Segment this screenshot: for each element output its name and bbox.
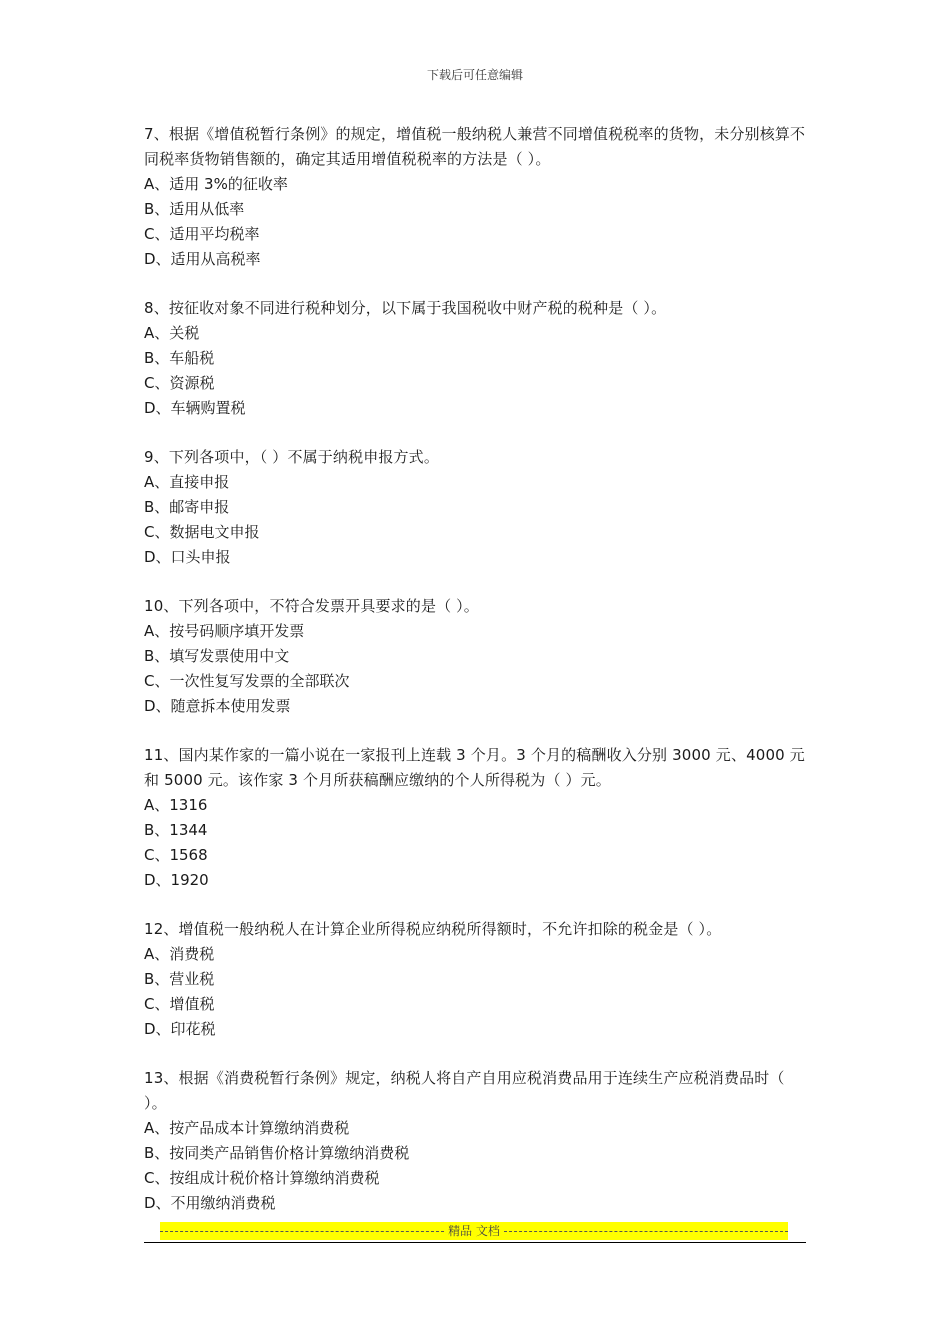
question-10 [144,594,808,719]
option-a: A、按号码顺序填开发票 [144,622,305,640]
footer-dash-left [160,1231,444,1232]
option-c: C、按组成计税价格计算缴纳消费税 [144,1169,380,1187]
option-a: A、消费税 [144,945,215,963]
option-b: B、填写发票使用中文 [144,647,290,665]
footer-dash-right [504,1231,788,1232]
option-c: C、资源税 [144,374,215,392]
option-d: D、车辆购置税 [144,399,246,417]
option-a: A、适用 3%的征收率 [144,175,288,193]
question-stem: 9、下列各项中，（ ）不属于纳税申报方式。 [144,448,439,466]
question-13 [144,1066,808,1216]
question-stem: 10、下列各项中，不符合发票开具要求的是（ ）。 [144,597,479,615]
option-b: B、邮寄申报 [144,498,230,516]
question-stem: 13、根据《消费税暂行条例》规定，纳税人将自产自用应税消费品用于连续生产应税消费品时（ ）。 [144,1069,785,1112]
option-d: D、随意拆本使用发票 [144,697,291,715]
page-header: 下载后可任意编辑 [426,68,523,82]
option-d: D、口头申报 [144,548,231,566]
question-list [144,122,808,1240]
footer-rule [144,1242,806,1243]
footer-banner [160,1222,788,1240]
option-c: C、适用平均税率 [144,225,260,243]
question-stem: 7、根据《增值税暂行条例》的规定，增值税一般纳税人兼营不同增值税税率的货物，未分别核算不同税率货物销售额的，确定其适用增值税税率的方法是（ ）。 [144,125,806,168]
footer-label: 精品 文档 [448,1224,500,1238]
option-d: D、1920 [144,871,209,889]
question-11 [144,743,808,893]
option-a: A、按产品成本计算缴纳消费税 [144,1119,350,1137]
option-d: D、印花税 [144,1020,216,1038]
question-8 [144,296,808,421]
option-b: B、营业税 [144,970,215,988]
option-c: C、数据电文申报 [144,523,260,541]
option-c: C、增值税 [144,995,215,1013]
option-a: A、关税 [144,324,200,342]
question-9 [144,445,808,570]
question-stem: 8、按征收对象不同进行税种划分，以下属于我国税收中财产税的税种是（ ）。 [144,299,667,317]
option-a: A、直接申报 [144,473,230,491]
option-d: D、适用从高税率 [144,250,261,268]
option-c: C、1568 [144,846,208,864]
option-b: B、适用从低率 [144,200,245,218]
option-b: B、车船税 [144,349,215,367]
question-stem: 12、增值税一般纳税人在计算企业所得税应纳税所得额时，不允许扣除的税金是（ ）。 [144,920,722,938]
option-a: A、1316 [144,796,208,814]
option-b: B、1344 [144,821,208,839]
question-12 [144,917,808,1042]
question-stem: 11、国内某作家的一篇小说在一家报刊上连载 3 个月。3 个月的稿酬收入分别 3000 元、4000 元和 5000 元。该作家 3 个月所获稿酬应缴纳的个人所得税为（ ）元。 [144,746,805,789]
option-c: C、一次性复写发票的全部联次 [144,672,350,690]
option-b: B、按同类产品销售价格计算缴纳消费税 [144,1144,410,1162]
question-7 [144,122,808,272]
option-d: D、不用缴纳消费税 [144,1194,276,1212]
